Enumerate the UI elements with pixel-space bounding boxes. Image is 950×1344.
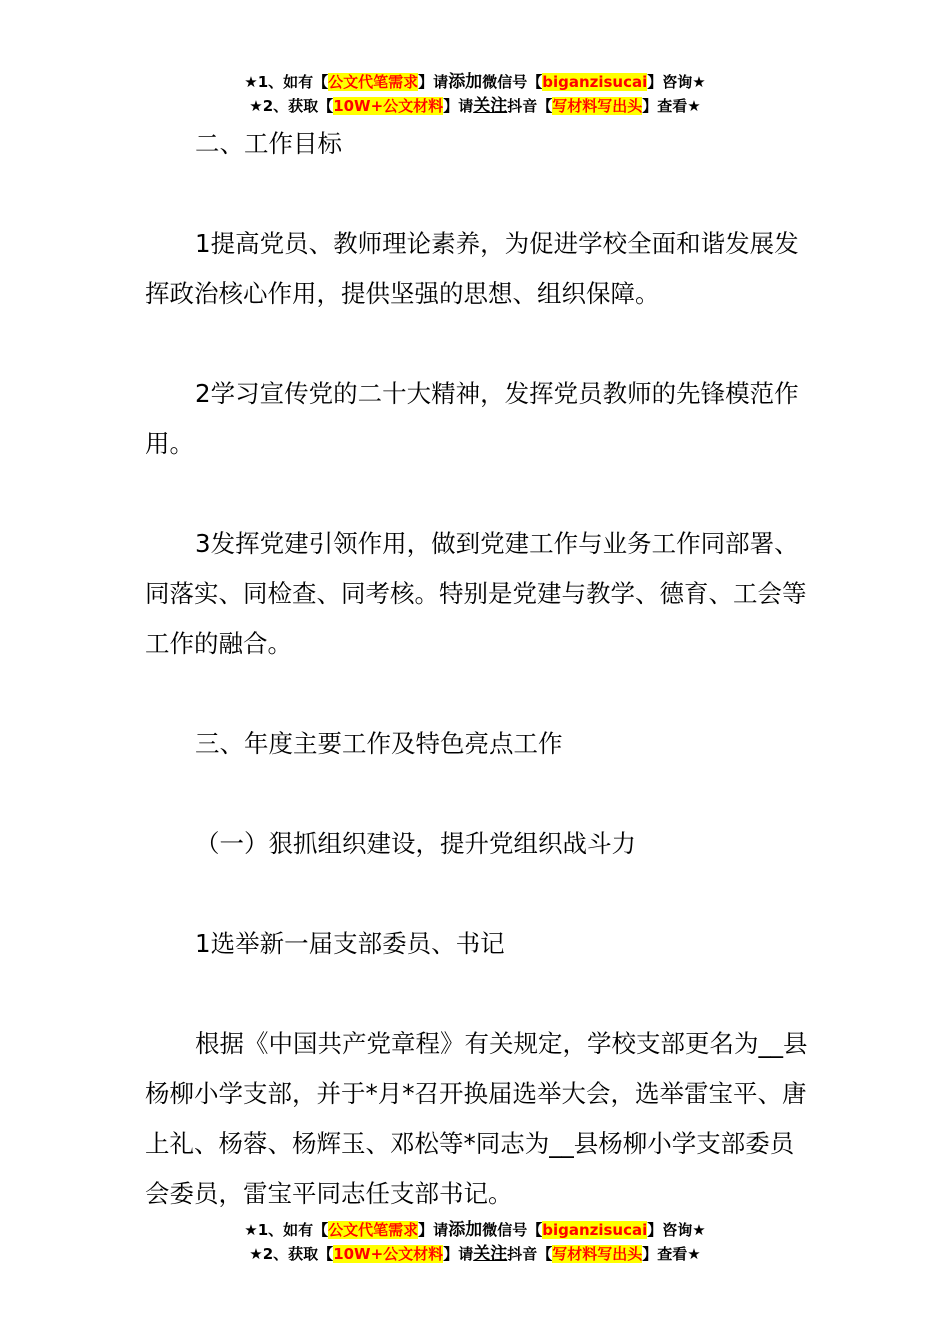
section-heading-3: 三、年度主要工作及特色亮点工作 xyxy=(195,729,563,758)
banner-line-1 xyxy=(0,70,950,94)
banner-line-2 xyxy=(0,94,950,118)
banner-emphasis: 添加 xyxy=(448,1220,483,1240)
banner-text: 】查看★ xyxy=(642,1245,701,1263)
highlight-service: 公文代笔需求 xyxy=(328,73,419,91)
banner-text: 】咨询★ xyxy=(647,73,706,91)
section-heading-2: 二、工作目标 xyxy=(195,129,342,158)
banner-text: 】请 xyxy=(443,97,474,115)
goal-3: 3发挥党建引领作用，做到党建工作与业务工作同部署、同落实、同检查、同考核。特别是党建与教学、德育、工会等工作的融合。 xyxy=(145,529,807,658)
banner-emphasis: 添加 xyxy=(448,72,483,92)
highlight-materials: 10W+公文材料 xyxy=(333,1245,444,1263)
banner-text: 】咨询★ xyxy=(647,1221,706,1239)
banner-text: ★2、获取【 xyxy=(249,97,334,115)
banner-text: 】查看★ xyxy=(642,97,701,115)
banner-emphasis: 关注 xyxy=(473,96,508,116)
highlight-wechat-id: biganzisucai xyxy=(542,73,648,91)
banner-text: ★1、如有【 xyxy=(244,1221,329,1239)
goal-1: 1提高党员、教师理论素养，为促进学校全面和谐发展发挥政治核心作用，提供坚强的思想、组织保障。 xyxy=(145,229,799,308)
banner-text: ★2、获取【 xyxy=(249,1245,334,1263)
banner-text: 微信号【 xyxy=(482,1221,543,1239)
highlight-douyin-id: 写材料写出头 xyxy=(552,97,643,115)
banner-text: 】请 xyxy=(418,1221,449,1239)
paragraph-1: 根据《中国共产党章程》有关规定，学校支部更名为__县杨柳小学支部，并于*月*召开换届选举大会，选举雷宝平、唐上礼、杨蓉、杨辉玉、邓松等*同志为__县杨柳小学支部委员会委员，雷宝平同志任支部书记。 xyxy=(145,1029,808,1208)
top-banner xyxy=(0,70,950,118)
item-heading-1: 1选举新一届支部委员、书记 xyxy=(195,929,505,958)
document-body xyxy=(145,119,810,1219)
banner-emphasis: 关注 xyxy=(473,1244,508,1264)
banner-line-1 xyxy=(0,1218,950,1242)
subsection-heading-1: （一）狠抓组织建设，提升党组织战斗力 xyxy=(195,829,636,858)
banner-text: 】请 xyxy=(418,73,449,91)
banner-text: ★1、如有【 xyxy=(244,73,329,91)
banner-text: 抖音【 xyxy=(507,97,553,115)
banner-text: 微信号【 xyxy=(482,73,543,91)
goal-2: 2学习宣传党的二十大精神，发挥党员教师的先锋模范作用。 xyxy=(145,379,799,458)
banner-text: 抖音【 xyxy=(507,1245,553,1263)
highlight-service: 公文代笔需求 xyxy=(328,1221,419,1239)
highlight-wechat-id: biganzisucai xyxy=(542,1221,648,1239)
banner-text: 】请 xyxy=(443,1245,474,1263)
highlight-douyin-id: 写材料写出头 xyxy=(552,1245,643,1263)
highlight-materials: 10W+公文材料 xyxy=(333,97,444,115)
banner-line-2 xyxy=(0,1242,950,1266)
bottom-banner xyxy=(0,1218,950,1266)
